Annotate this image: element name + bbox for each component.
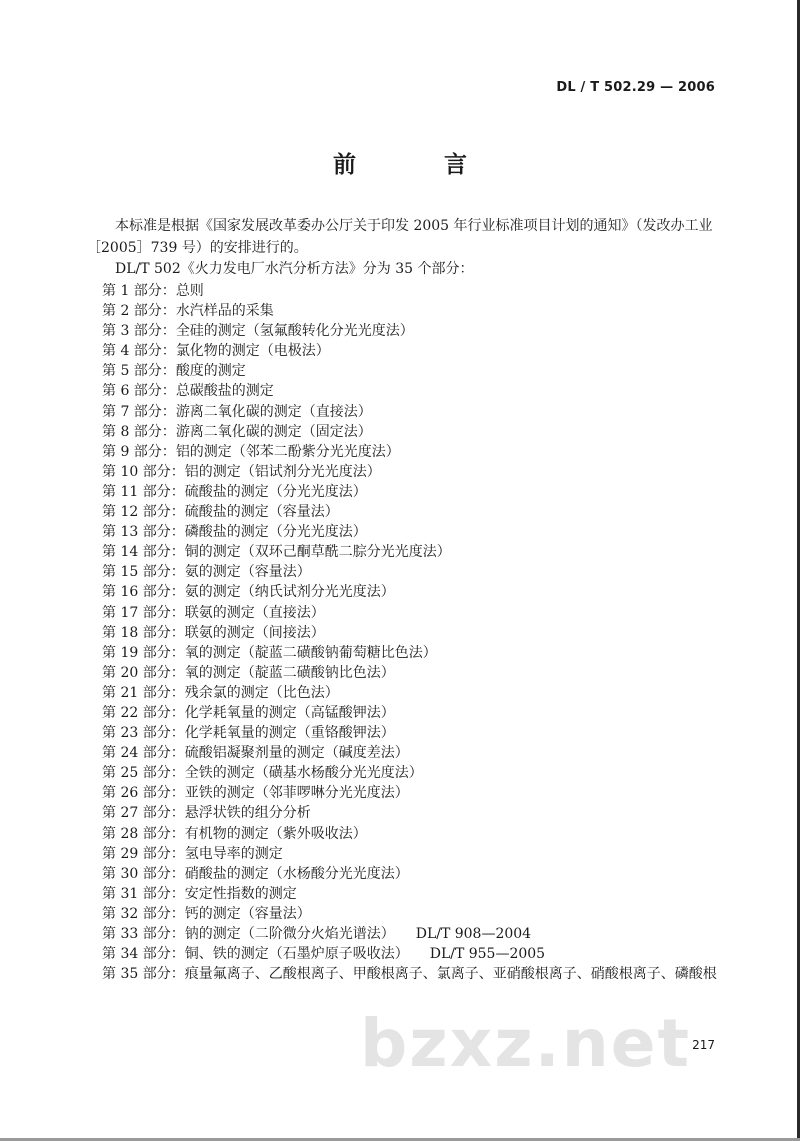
part-title: 氯化物的测定（电极法） bbox=[175, 343, 330, 360]
part-title: 钠的测定（二阶微分火焰光谱法） DL/T 908—2004 bbox=[184, 926, 532, 942]
part-number-label: 第 29 部分： bbox=[102, 845, 185, 862]
part-number-label: 第 15 部分： bbox=[102, 564, 185, 581]
part-list-item bbox=[102, 824, 732, 844]
part-title: 残余氯的测定（比色法） bbox=[184, 684, 339, 701]
part-title: 氨的测定（容量法） bbox=[184, 564, 311, 581]
part-number-label: 第 17 部分： bbox=[102, 604, 185, 621]
part-list-item bbox=[102, 623, 732, 643]
part-title: 水汽样品的采集 bbox=[175, 303, 274, 320]
part-number-label: 第 27 部分： bbox=[102, 805, 185, 822]
part-title: 钙的测定（容量法） bbox=[184, 905, 311, 922]
part-number-label: 第 16 部分： bbox=[102, 584, 185, 601]
part-title: 酸度的测定 bbox=[175, 363, 246, 380]
part-list-item bbox=[102, 482, 732, 502]
part-number-label: 第 11 部分： bbox=[102, 483, 185, 500]
parts-list bbox=[102, 281, 732, 984]
part-list-item bbox=[102, 582, 732, 602]
part-list-item bbox=[102, 663, 732, 683]
part-number-label: 第 7 部分： bbox=[102, 403, 176, 420]
part-number-label: 第 4 部分： bbox=[102, 343, 176, 360]
part-list-item bbox=[102, 281, 732, 301]
part-list-item bbox=[102, 422, 732, 442]
part-number-label: 第 24 部分： bbox=[102, 745, 185, 762]
part-number-label: 第 26 部分： bbox=[102, 785, 185, 802]
part-title: 化学耗氧量的测定（高锰酸钾法） bbox=[184, 704, 395, 721]
part-number-label: 第 19 部分： bbox=[102, 644, 185, 661]
part-title: 氧的测定（靛蓝二磺酸钠葡萄糖比色法） bbox=[184, 644, 437, 661]
part-list-item bbox=[102, 562, 732, 582]
part-title: 磷酸盐的测定（分光光度法） bbox=[184, 524, 367, 541]
part-list-item bbox=[102, 703, 732, 723]
part-list-item bbox=[102, 944, 732, 964]
part-list-item bbox=[102, 603, 732, 623]
part-number-label: 第 22 部分： bbox=[102, 704, 185, 721]
part-number-label: 第 5 部分： bbox=[102, 363, 176, 380]
part-number-label: 第 32 部分： bbox=[102, 905, 185, 922]
part-title: 氨的测定（纳氏试剂分光光度法） bbox=[184, 584, 395, 601]
part-list-item bbox=[102, 783, 732, 803]
part-number-label: 第 31 部分： bbox=[102, 885, 185, 902]
part-list-item bbox=[102, 442, 732, 462]
part-title: 化学耗氧量的测定（重铬酸钾法） bbox=[184, 725, 395, 742]
part-title: 氢电导率的测定 bbox=[184, 845, 283, 862]
foreword-intro bbox=[87, 216, 727, 281]
part-title: 总碳酸盐的测定 bbox=[175, 383, 274, 400]
part-title: 痕量氟离子、乙酸根离子、甲酸根离子、氯离子、亚硝酸根离子、硝酸根离子、磷酸根 bbox=[184, 966, 717, 983]
part-title: 游离二氧化碳的测定（固定法） bbox=[175, 423, 372, 440]
part-number-label: 第 10 部分： bbox=[102, 463, 185, 480]
part-title: 全硅的测定（氢氟酸转化分光光度法） bbox=[175, 323, 414, 340]
part-title: 悬浮状铁的组分分析 bbox=[184, 805, 311, 822]
part-number-label: 第 35 部分： bbox=[102, 966, 185, 983]
part-title: 铜、铁的测定（石墨炉原子吸收法） DL/T 955—2005 bbox=[184, 946, 546, 963]
part-number-label: 第 25 部分： bbox=[102, 765, 185, 782]
intro-paragraph-line: DL/T 502《火力发电厂水汽分析方法》分为 35 个部分： bbox=[115, 261, 474, 277]
watermark: bzxz.net bbox=[360, 1005, 692, 1082]
part-number-label: 第 3 部分： bbox=[102, 323, 176, 340]
part-list-item bbox=[102, 643, 732, 663]
part-title: 硫酸铝凝聚剂量的测定（碱度差法） bbox=[184, 745, 409, 762]
part-list-item bbox=[102, 743, 732, 763]
part-title: 硫酸盐的测定（分光光度法） bbox=[184, 483, 367, 500]
part-title: 全铁的测定（磺基水杨酸分光光度法） bbox=[184, 765, 423, 782]
part-title: 有机物的测定（紫外吸收法） bbox=[184, 825, 367, 842]
part-list-item bbox=[102, 763, 732, 783]
part-number-label: 第 33 部分： bbox=[102, 926, 185, 942]
part-number-label: 第 9 部分： bbox=[102, 443, 176, 460]
part-list-item bbox=[102, 964, 732, 984]
part-list-item bbox=[102, 864, 732, 884]
standard-code: DL / T 502.29 — 2006 bbox=[556, 80, 715, 95]
part-list-item bbox=[102, 884, 732, 904]
page-title: 前 言 bbox=[332, 152, 507, 178]
part-title: 安定性指数的测定 bbox=[184, 885, 297, 902]
page-number: 217 bbox=[692, 1038, 715, 1052]
part-number-label: 第 2 部分： bbox=[102, 303, 176, 320]
part-number-label: 第 28 部分： bbox=[102, 825, 185, 842]
part-title: 氧的测定（靛蓝二磺酸钠比色法） bbox=[184, 664, 395, 681]
part-title: 硫酸盐的测定（容量法） bbox=[184, 504, 339, 521]
part-number-label: 第 23 部分： bbox=[102, 725, 185, 742]
part-list-item bbox=[102, 542, 732, 562]
part-list-item bbox=[102, 361, 732, 381]
part-title: 游离二氧化碳的测定（直接法） bbox=[175, 403, 372, 420]
part-number-label: 第 20 部分： bbox=[102, 664, 185, 681]
part-list-item bbox=[102, 402, 732, 422]
part-title: 铜的测定（双环己酮草酰二腙分光光度法） bbox=[184, 544, 451, 561]
part-list-item bbox=[102, 341, 732, 361]
part-list-item bbox=[102, 844, 732, 864]
part-list-item bbox=[102, 381, 732, 401]
intro-paragraph-line: ［2005］739 号）的安排进行的。 bbox=[87, 239, 308, 256]
part-list-item bbox=[102, 301, 732, 321]
part-title: 联氨的测定（间接法） bbox=[184, 624, 325, 641]
part-list-item bbox=[102, 803, 732, 823]
part-number-label: 第 21 部分： bbox=[102, 684, 185, 701]
part-list-item bbox=[102, 904, 732, 924]
part-title: 联氨的测定（直接法） bbox=[184, 604, 325, 621]
part-list-item bbox=[102, 522, 732, 542]
part-number-label: 第 18 部分： bbox=[102, 624, 185, 641]
part-list-item bbox=[102, 723, 732, 743]
part-title: 铝的测定（铝试剂分光光度法） bbox=[184, 463, 381, 480]
part-title: 总则 bbox=[175, 283, 204, 299]
part-title: 亚铁的测定（邻菲啰啉分光光度法） bbox=[184, 785, 409, 802]
part-number-label: 第 12 部分： bbox=[102, 504, 185, 521]
part-list-item bbox=[102, 321, 732, 341]
part-number-label: 第 30 部分： bbox=[102, 865, 185, 882]
part-list-item bbox=[102, 924, 732, 944]
part-number-label: 第 13 部分： bbox=[102, 524, 185, 541]
part-title: 硝酸盐的测定（水杨酸分光光度法） bbox=[184, 865, 409, 882]
part-list-item bbox=[102, 683, 732, 703]
part-number-label: 第 8 部分： bbox=[102, 423, 176, 440]
part-number-label: 第 1 部分： bbox=[102, 283, 176, 299]
part-number-label: 第 6 部分： bbox=[102, 383, 176, 400]
intro-paragraph-line: 本标准是根据《国家发展改革委办公厅关于印发 2005 年行业标准项目计划的通知》（发改办工业 bbox=[115, 218, 713, 234]
part-number-label: 第 14 部分： bbox=[102, 544, 185, 561]
part-list-item bbox=[102, 462, 732, 482]
part-number-label: 第 34 部分： bbox=[102, 946, 185, 963]
part-title: 铝的测定（邻苯二酚紫分光光度法） bbox=[175, 443, 400, 460]
part-list-item bbox=[102, 502, 732, 522]
